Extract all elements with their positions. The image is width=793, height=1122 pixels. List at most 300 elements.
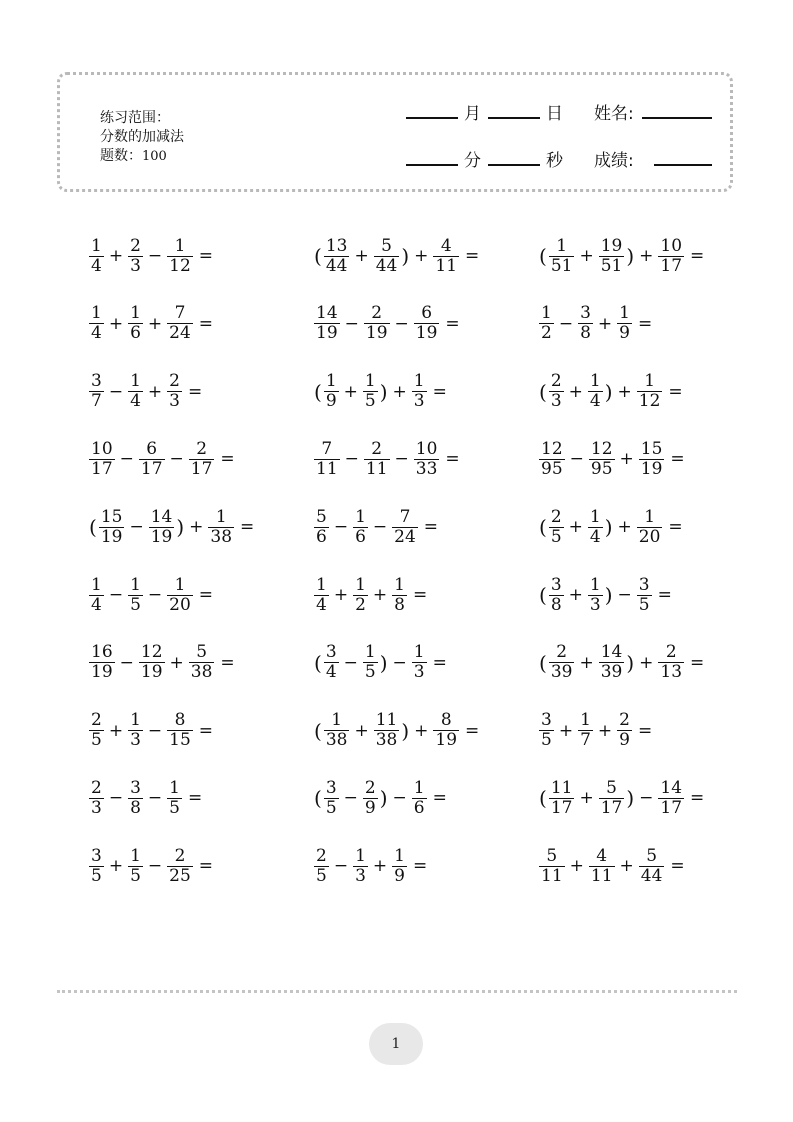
fraction: [314, 304, 340, 343]
numerator: 7: [321, 438, 333, 459]
denominator: 4: [589, 391, 601, 412]
parenthesis: ): [401, 244, 410, 268]
equals-sign: =: [220, 652, 235, 673]
fraction: [549, 508, 564, 547]
problem: [88, 706, 213, 756]
fraction: [549, 779, 575, 818]
problem: [88, 570, 213, 620]
operator: +: [169, 652, 184, 673]
denominator: 38: [375, 730, 398, 751]
problem: [313, 706, 479, 756]
fraction: [189, 643, 215, 682]
operator: −: [344, 449, 359, 470]
parenthesis: (: [314, 244, 322, 268]
equals-sign: =: [690, 788, 705, 809]
numerator: 2: [665, 642, 677, 663]
denominator: 3: [130, 255, 141, 276]
equals-sign: =: [412, 585, 428, 605]
denominator: 9: [364, 797, 376, 818]
fraction: [324, 237, 350, 276]
problem: [88, 434, 235, 484]
count-value: 100: [142, 149, 167, 164]
problem: [88, 638, 235, 688]
fraction: [128, 576, 143, 615]
operator: −: [333, 517, 349, 538]
numerator: 1: [619, 303, 630, 324]
denominator: 44: [325, 255, 348, 276]
operator: −: [639, 788, 654, 809]
fraction: [208, 508, 234, 547]
numerator: 6: [146, 438, 158, 459]
problem: [313, 367, 447, 417]
problem: [313, 773, 447, 823]
denominator: 17: [660, 797, 683, 818]
fraction: [589, 440, 615, 479]
parenthesis: ): [626, 650, 635, 675]
problem: [538, 299, 652, 349]
fraction: [617, 304, 632, 343]
denominator: 95: [590, 458, 613, 479]
problem: [88, 367, 202, 417]
numerator: 14: [316, 303, 338, 324]
problem: [313, 434, 460, 484]
denominator: 8: [580, 323, 591, 344]
denominator: 19: [640, 458, 663, 479]
denominator: 38: [325, 730, 348, 751]
numerator: 12: [140, 642, 163, 663]
fraction: [414, 440, 440, 479]
fraction: [617, 711, 632, 750]
equals-sign: =: [657, 585, 672, 605]
minute-label: 分: [464, 151, 481, 171]
operator: −: [343, 788, 358, 809]
equals-sign: =: [220, 449, 235, 470]
numerator: 2: [169, 371, 180, 392]
denominator: 4: [91, 594, 102, 615]
numerator: 1: [364, 642, 376, 663]
fraction: [374, 711, 400, 750]
score-label: 成绩:: [594, 151, 634, 171]
fraction: [637, 576, 652, 615]
numerator: 1: [325, 371, 337, 392]
operator: +: [558, 720, 574, 741]
operator: −: [147, 720, 163, 741]
month-label: 月: [464, 104, 481, 124]
equals-sign: =: [432, 652, 447, 673]
problem: [538, 706, 652, 756]
denominator: 12: [638, 391, 661, 412]
operator: +: [354, 246, 369, 266]
denominator: 17: [140, 458, 163, 479]
operator: −: [372, 517, 388, 538]
operator: +: [392, 381, 407, 402]
fraction: [588, 508, 603, 547]
problem: [313, 638, 447, 688]
numerator: 2: [556, 642, 568, 663]
fraction: [658, 779, 684, 818]
fraction: [128, 711, 143, 750]
equals-sign: =: [668, 381, 683, 402]
name-label: 姓名:: [594, 104, 634, 124]
fraction: [433, 711, 459, 750]
operator: +: [597, 313, 613, 334]
problem: [538, 841, 685, 891]
numerator: 8: [174, 710, 186, 731]
numerator: 2: [371, 303, 383, 324]
fraction: [314, 847, 329, 886]
numerator: 1: [580, 710, 591, 731]
numerator: 1: [394, 845, 405, 866]
fraction: [578, 304, 593, 343]
numerator: 1: [413, 642, 425, 663]
parenthesis: (: [539, 583, 547, 607]
fraction: [139, 643, 165, 682]
fraction: [363, 643, 378, 682]
problem: [313, 299, 460, 349]
problem: [313, 841, 427, 891]
operator: +: [147, 313, 163, 334]
numerator: 2: [174, 845, 186, 866]
fraction: [89, 847, 104, 886]
count-label: 题数：: [100, 148, 142, 164]
parenthesis: ): [379, 786, 388, 811]
numerator: 4: [440, 235, 452, 256]
denominator: 4: [130, 391, 141, 412]
denominator: 17: [660, 255, 683, 276]
operator: −: [119, 652, 134, 673]
second-label: 秒: [546, 151, 563, 171]
footer-divider: [57, 990, 737, 993]
operator: +: [147, 381, 163, 402]
denominator: 39: [550, 662, 573, 683]
denominator: 8: [130, 797, 141, 818]
denominator: 6: [413, 797, 425, 818]
numerator: 10: [91, 438, 113, 459]
equals-sign: =: [465, 246, 480, 266]
fraction: [588, 372, 603, 411]
operator: −: [147, 856, 163, 877]
parenthesis: (: [314, 786, 322, 811]
fraction: [89, 237, 104, 276]
operator: −: [169, 449, 184, 470]
equals-sign: =: [670, 449, 685, 470]
problem: [88, 773, 202, 823]
range-label: 练习范围：: [100, 110, 170, 126]
parenthesis: (: [89, 515, 97, 540]
numerator: 2: [619, 710, 630, 731]
fraction: [588, 576, 603, 615]
numerator: 3: [541, 710, 552, 731]
fraction: [89, 711, 104, 750]
fraction: [139, 440, 165, 479]
parenthesis: ): [401, 718, 410, 743]
operator: −: [333, 856, 349, 877]
numerator: 2: [91, 777, 102, 798]
numerator: 6: [421, 303, 433, 324]
fraction: [324, 643, 339, 682]
denominator: 2: [541, 323, 552, 344]
numerator: 5: [646, 845, 658, 866]
denominator: 6: [316, 526, 327, 547]
operator: −: [558, 313, 574, 334]
fraction: [353, 508, 368, 547]
fraction: [363, 372, 378, 411]
equals-sign: =: [670, 856, 685, 877]
parenthesis: (: [539, 379, 547, 404]
operator: −: [394, 449, 409, 470]
operator: −: [344, 313, 359, 334]
operator: +: [569, 856, 584, 877]
operator: −: [394, 313, 409, 334]
operator: +: [189, 517, 204, 538]
operator: +: [619, 856, 634, 877]
fraction: [167, 847, 193, 886]
denominator: 11: [435, 255, 458, 276]
numerator: 4: [596, 845, 608, 866]
operator: +: [333, 585, 349, 605]
denominator: 8: [550, 594, 562, 615]
parenthesis: ): [626, 244, 635, 268]
denominator: 13: [660, 662, 683, 683]
operator: −: [147, 585, 163, 605]
operator: +: [108, 720, 124, 741]
numerator: 15: [640, 438, 663, 459]
parenthesis: ): [604, 379, 613, 404]
operator: +: [343, 381, 358, 402]
numerator: 2: [550, 506, 562, 527]
problem: [88, 502, 254, 552]
fraction: [433, 237, 459, 276]
operator: +: [639, 652, 654, 673]
topic-label: 分数的加减法: [100, 129, 184, 145]
parenthesis: (: [314, 718, 322, 743]
numerator: 1: [394, 574, 405, 595]
denominator: 11: [541, 865, 563, 886]
fraction: [599, 643, 625, 682]
denominator: 4: [589, 526, 601, 547]
numerator: 12: [590, 438, 613, 459]
denominator: 3: [589, 594, 601, 615]
denominator: 12: [169, 255, 191, 276]
operator: −: [108, 381, 124, 402]
numerator: 14: [600, 642, 623, 663]
operator: +: [414, 720, 429, 741]
fraction: [374, 237, 400, 276]
operator: −: [617, 585, 632, 605]
denominator: 5: [130, 594, 141, 615]
numerator: 1: [174, 574, 186, 595]
denominator: 38: [190, 662, 213, 683]
numerator: 1: [355, 574, 366, 595]
fraction: [578, 711, 593, 750]
fraction: [364, 304, 390, 343]
denominator: 95: [541, 458, 563, 479]
denominator: 5: [91, 730, 102, 751]
numerator: 3: [325, 777, 337, 798]
numerator: 1: [413, 777, 425, 798]
parenthesis: ): [176, 515, 185, 540]
operator: +: [568, 585, 583, 605]
parenthesis: (: [539, 244, 547, 268]
fraction: [189, 440, 215, 479]
numerator: 1: [644, 371, 656, 392]
operator: +: [639, 246, 654, 266]
fraction: [167, 237, 193, 276]
denominator: 24: [394, 526, 416, 547]
denominator: 19: [415, 323, 438, 344]
numerator: 1: [556, 235, 568, 256]
denominator: 5: [638, 594, 650, 615]
equals-sign: =: [432, 381, 447, 402]
denominator: 6: [130, 323, 141, 344]
fraction: [324, 372, 339, 411]
equals-sign: =: [445, 449, 460, 470]
numerator: 1: [91, 574, 102, 595]
fraction: [167, 372, 182, 411]
denominator: 4: [316, 594, 327, 615]
numerator: 1: [355, 506, 366, 527]
numerator: 3: [550, 574, 562, 595]
problem: [538, 502, 683, 552]
equals-sign: =: [668, 517, 683, 538]
fraction: [658, 237, 684, 276]
numerator: 5: [606, 777, 617, 798]
numerator: 8: [440, 710, 452, 731]
operator: −: [392, 652, 407, 673]
parenthesis: (: [314, 650, 322, 675]
denominator: 7: [580, 730, 591, 751]
operator: +: [617, 381, 632, 402]
fraction: [167, 576, 193, 615]
numerator: 5: [381, 235, 392, 256]
numerator: 3: [91, 371, 102, 392]
denominator: 2: [355, 594, 366, 615]
fraction: [89, 643, 115, 682]
denominator: 39: [600, 662, 623, 683]
operator: +: [579, 788, 594, 809]
problem: [538, 367, 683, 417]
denominator: 24: [169, 323, 191, 344]
parenthesis: ): [626, 786, 635, 811]
operator: +: [108, 313, 124, 334]
fraction: [539, 304, 554, 343]
equals-sign: =: [690, 652, 705, 673]
denominator: 17: [190, 458, 213, 479]
numerator: 2: [91, 710, 102, 731]
fraction: [392, 576, 407, 615]
numerator: 15: [100, 506, 123, 527]
equals-sign: =: [198, 313, 214, 334]
fraction: [539, 711, 554, 750]
operator: −: [392, 788, 407, 809]
numerator: 1: [589, 506, 601, 527]
equals-sign: =: [412, 856, 428, 877]
denominator: 9: [325, 391, 337, 412]
denominator: 6: [355, 526, 366, 547]
fraction: [549, 237, 575, 276]
fraction: [167, 304, 193, 343]
fraction: [314, 440, 340, 479]
denominator: 3: [413, 391, 425, 412]
denominator: 19: [435, 730, 458, 751]
equals-sign: =: [465, 720, 480, 741]
numerator: 3: [91, 845, 102, 866]
numerator: 1: [589, 574, 601, 595]
numerator: 3: [638, 574, 650, 595]
fraction: [314, 508, 329, 547]
fraction: [128, 847, 143, 886]
denominator: 5: [130, 865, 141, 886]
denominator: 9: [619, 730, 630, 751]
numerator: 2: [130, 235, 141, 256]
numerator: 1: [130, 710, 141, 731]
numerator: 11: [375, 710, 398, 731]
numerator: 1: [355, 845, 366, 866]
numerator: 2: [196, 438, 208, 459]
fraction: [89, 576, 104, 615]
denominator: 38: [210, 526, 233, 547]
parenthesis: ): [379, 379, 388, 404]
denominator: 11: [316, 458, 338, 479]
numerator: 1: [174, 235, 186, 256]
numerator: 12: [541, 438, 563, 459]
equals-sign: =: [198, 856, 214, 877]
denominator: 19: [316, 323, 338, 344]
numerator: 11: [550, 777, 573, 798]
denominator: 51: [550, 255, 573, 276]
problem: [538, 434, 685, 484]
numerator: 14: [660, 777, 683, 798]
fraction: [637, 372, 663, 411]
denominator: 8: [394, 594, 405, 615]
equals-sign: =: [198, 720, 214, 741]
operator: +: [597, 720, 613, 741]
numerator: 1: [130, 574, 141, 595]
operator: +: [372, 856, 388, 877]
fraction: [314, 576, 329, 615]
denominator: 3: [550, 391, 562, 412]
fraction: [128, 304, 143, 343]
operator: −: [147, 246, 163, 266]
fraction: [363, 779, 378, 818]
operator: +: [619, 449, 634, 470]
denominator: 3: [91, 797, 102, 818]
fraction: [99, 508, 125, 547]
denominator: 19: [100, 526, 123, 547]
denominator: 51: [600, 255, 623, 276]
denominator: 25: [169, 865, 191, 886]
equals-sign: =: [690, 246, 705, 266]
denominator: 20: [169, 594, 191, 615]
problem: [313, 502, 438, 552]
denominator: 5: [364, 391, 376, 412]
fraction: [414, 304, 440, 343]
fraction: [549, 643, 575, 682]
page-number: 1: [369, 1023, 423, 1065]
fraction: [128, 779, 143, 818]
problem: [88, 231, 213, 281]
parenthesis: (: [539, 786, 547, 811]
denominator: 5: [364, 662, 376, 683]
denominator: 17: [550, 797, 573, 818]
operator: +: [617, 517, 632, 538]
fraction: [128, 237, 143, 276]
fraction: [589, 847, 615, 886]
denominator: 17: [600, 797, 623, 818]
fraction: [412, 643, 427, 682]
denominator: 19: [91, 662, 113, 683]
denominator: 44: [640, 865, 663, 886]
